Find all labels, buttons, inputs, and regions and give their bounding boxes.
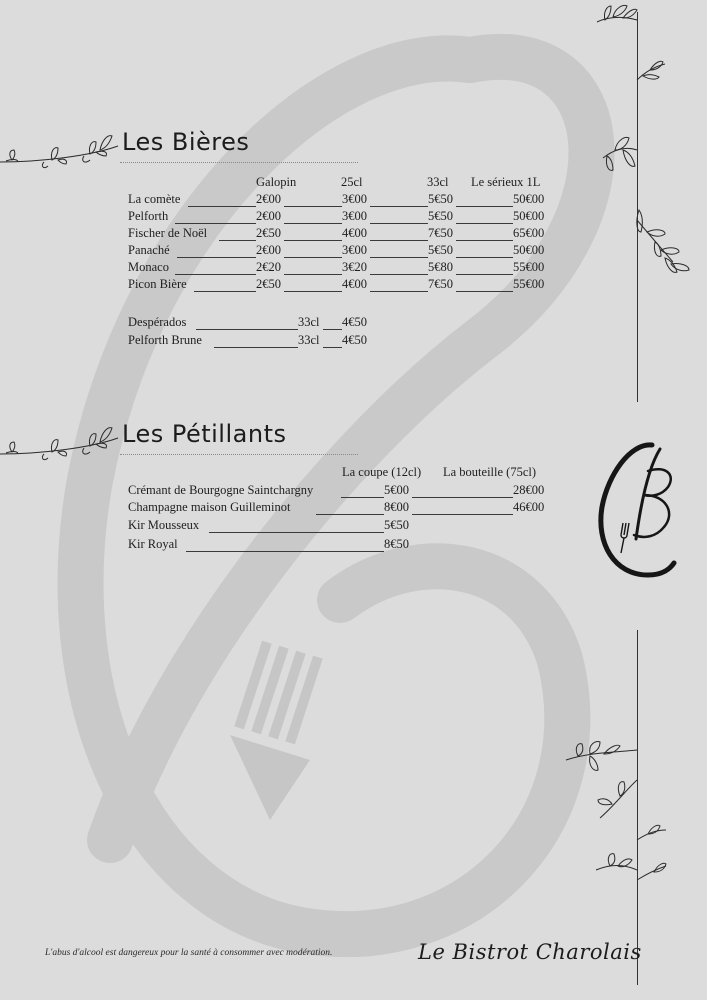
- dotted-leader: [341, 497, 384, 498]
- beer-header-1l: Le sérieux 1L: [471, 175, 541, 189]
- dotted-leader: [323, 329, 342, 330]
- brand-signature: Le Bistrot Charolais: [418, 940, 642, 964]
- bottle-name: Pelforth Brune: [128, 333, 202, 347]
- price-33cl: 5€80: [428, 260, 453, 274]
- dotted-leader: [456, 206, 513, 207]
- dotted-leader: [456, 257, 513, 258]
- dotted-leader: [196, 329, 298, 330]
- price-bottle: 28€00: [513, 483, 545, 497]
- sparkling-name: Crémant de Bourgogne Saintchargny: [128, 483, 314, 497]
- dotted-leader: [284, 274, 342, 275]
- leaf-branch-icon: [560, 740, 670, 960]
- price-25cl: 3€20: [342, 260, 367, 274]
- price-bottle: 46€00: [513, 500, 545, 514]
- price-25cl: 3€00: [342, 243, 367, 257]
- fork-watermark-icon: [230, 641, 323, 820]
- dotted-leader: [219, 240, 256, 241]
- leaf-branch-icon: [0, 128, 125, 168]
- price-1l: 50€00: [513, 243, 545, 257]
- dotted-leader: [370, 240, 428, 241]
- beer-header-33cl: 33cl: [427, 175, 449, 189]
- dotted-leader: [175, 274, 256, 275]
- dotted-leader: [188, 206, 256, 207]
- dotted-leader: [370, 274, 428, 275]
- price-33cl: 5€50: [428, 192, 453, 206]
- dotted-leader: [186, 551, 384, 552]
- dotted-leader: [284, 257, 342, 258]
- fork-icon: [621, 523, 629, 553]
- dotted-leader: [370, 257, 428, 258]
- section-title-beers: Les Bières: [122, 128, 250, 156]
- dotted-leader: [177, 257, 256, 258]
- bottle-name: Despérados: [128, 315, 187, 329]
- dotted-leader: [284, 223, 342, 224]
- dotted-leader: [370, 291, 428, 292]
- price-1l: 55€00: [513, 260, 545, 274]
- section-title-rule: [120, 162, 358, 163]
- price-25cl: 3€00: [342, 192, 367, 206]
- price-25cl: 4€00: [342, 277, 367, 291]
- alcohol-warning: L'abus d'alcool est dangereux pour la santé à consommer avec modération.: [45, 948, 333, 958]
- price-25cl: 4€00: [342, 226, 367, 240]
- dotted-leader: [456, 291, 513, 292]
- dotted-leader: [412, 497, 513, 498]
- price-galopin: 2€00: [256, 209, 281, 223]
- price-galopin: 2€00: [256, 243, 281, 257]
- price-33cl: 7€50: [428, 226, 453, 240]
- price-glass: 5€00: [384, 483, 409, 497]
- beer-name: Pelforth: [128, 209, 169, 223]
- dotted-leader: [456, 223, 513, 224]
- price-33cl: 7€50: [428, 277, 453, 291]
- price-galopin: 2€50: [256, 226, 281, 240]
- price-galopin: 2€00: [256, 192, 281, 206]
- price-1l: 65€00: [513, 226, 545, 240]
- section-title-rule: [120, 454, 358, 455]
- price-galopin: 2€50: [256, 277, 281, 291]
- beer-name: La comète: [128, 192, 181, 206]
- dotted-leader: [284, 206, 342, 207]
- dotted-leader: [284, 240, 342, 241]
- dotted-leader: [456, 274, 513, 275]
- price-25cl: 3€00: [342, 209, 367, 223]
- sparkling-header-bottle: La bouteille (75cl): [443, 465, 537, 479]
- price-galopin: 2€20: [256, 260, 281, 274]
- bottle-price: 4€50: [342, 315, 367, 329]
- price-33cl: 5€50: [428, 209, 453, 223]
- sparkling-header-glass: La coupe (12cl): [342, 465, 422, 479]
- leaf-branch-icon: [595, 0, 705, 300]
- dotted-leader: [175, 223, 256, 224]
- beer-header-galopin: Galopin: [256, 175, 297, 189]
- dotted-leader: [284, 291, 342, 292]
- dotted-leader: [214, 347, 298, 348]
- beer-name: Picon Bière: [128, 277, 187, 291]
- bottle-price: 4€50: [342, 333, 367, 347]
- beer-name: Monaco: [128, 260, 169, 274]
- monogram-b-fork-logo: [590, 435, 685, 585]
- price-1l: 50€00: [513, 192, 545, 206]
- sparkling-name: Kir Mousseux: [128, 518, 200, 532]
- price-1l: 55€00: [513, 277, 545, 291]
- leaf-branch-icon: [0, 420, 125, 460]
- price-1l: 50€00: [513, 209, 545, 223]
- dotted-leader: [412, 514, 513, 515]
- dotted-leader: [209, 532, 384, 533]
- sparkling-name: Champagne maison Guilleminot: [128, 500, 291, 514]
- sparkling-name: Kir Royal: [128, 537, 178, 551]
- beer-name: Fischer de Noël: [128, 226, 208, 240]
- beer-header-25cl: 25cl: [341, 175, 363, 189]
- dotted-leader: [370, 223, 428, 224]
- price-glass: 8€50: [384, 537, 409, 551]
- bottle-size: 33cl: [298, 315, 320, 329]
- dotted-leader: [316, 514, 384, 515]
- price-glass: 5€50: [384, 518, 409, 532]
- price-33cl: 5€50: [428, 243, 453, 257]
- price-glass: 8€00: [384, 500, 409, 514]
- bottle-size: 33cl: [298, 333, 320, 347]
- dotted-leader: [456, 240, 513, 241]
- dotted-leader: [370, 206, 428, 207]
- dotted-leader: [323, 347, 342, 348]
- section-title-sparkling: Les Pétillants: [122, 420, 287, 448]
- beer-name: Panaché: [128, 243, 170, 257]
- dotted-leader: [194, 291, 256, 292]
